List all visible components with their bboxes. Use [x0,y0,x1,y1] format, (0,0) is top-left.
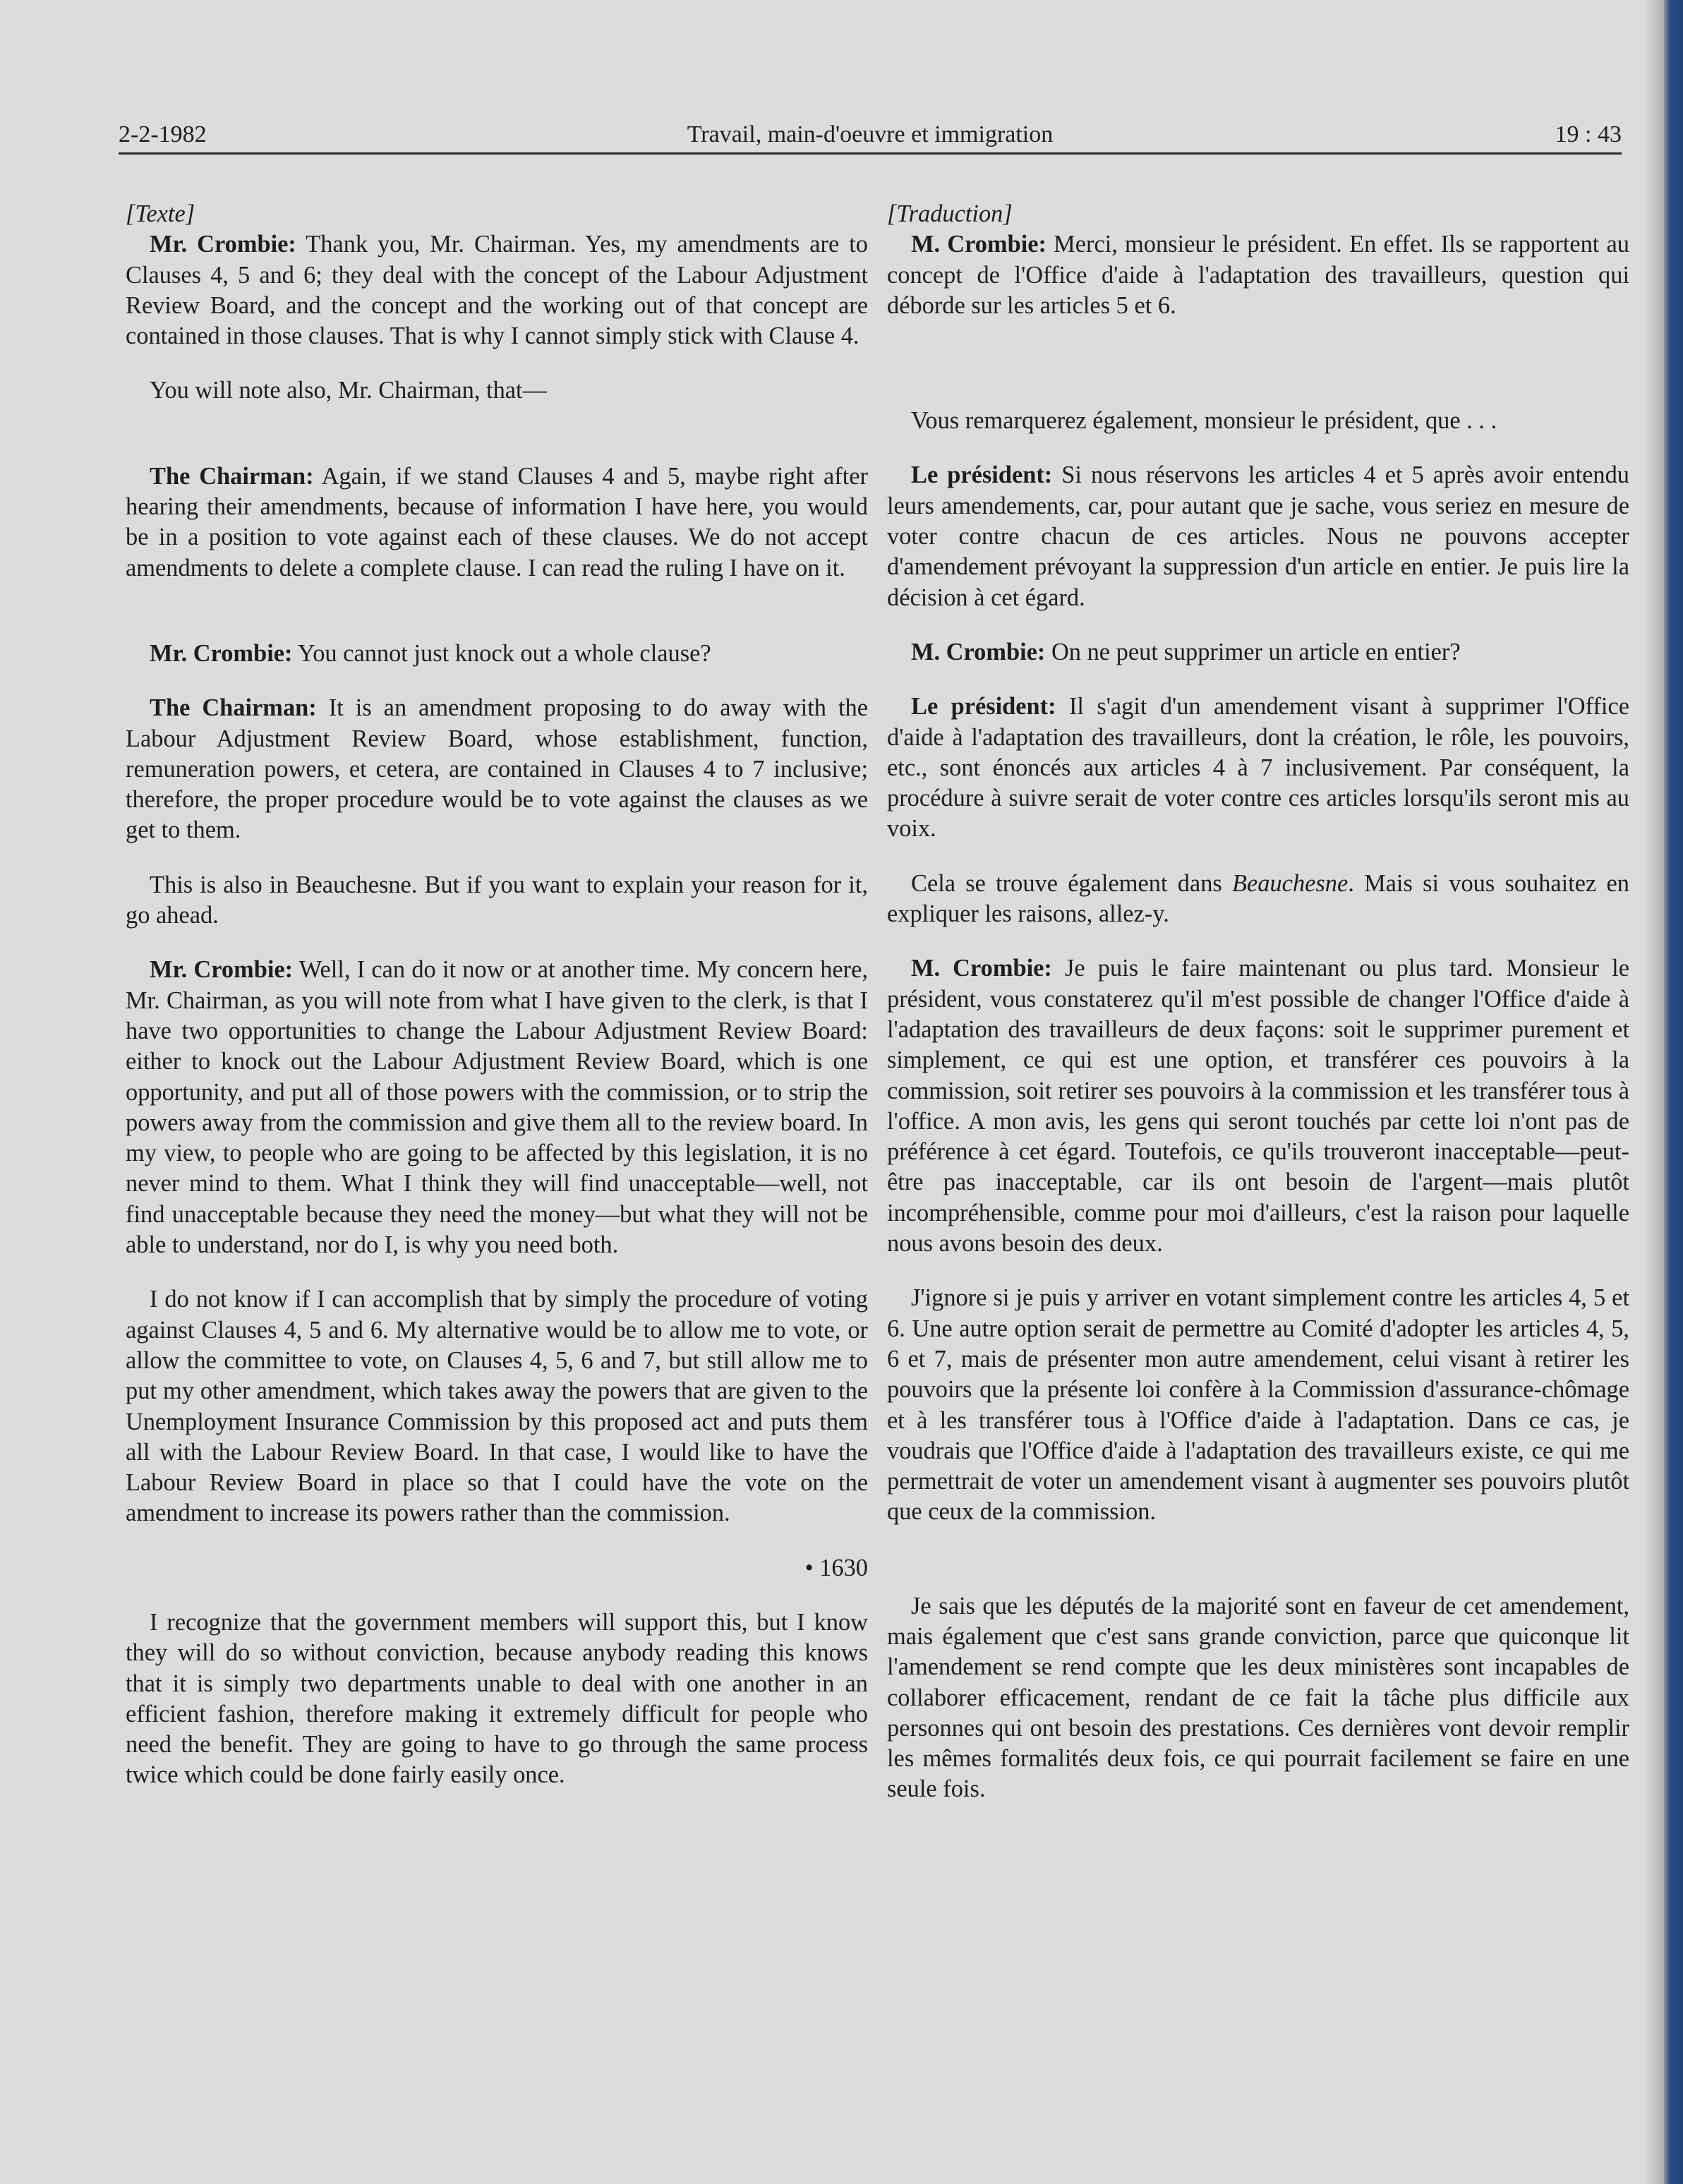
paragraph [887,692,1629,844]
column-tag-label: Texte [135,200,186,227]
speaker-name: Mr. Crombie: [150,639,293,667]
french-column [887,199,1629,1805]
paragraph [126,375,868,406]
paragraph-text: You cannot just knock out a whole clause? [292,639,711,667]
paragraph [887,460,1629,613]
speaker-name: M. Crombie: [911,955,1052,982]
speaker-name: Mr. Crombie: [150,231,296,258]
paragraph-text: Vous remarquerez également, monsieur le président, que . . . [911,407,1497,435]
paragraph [887,869,1629,930]
paragraph [887,637,1629,668]
paragraph-text: Il s'agit d'un amendement visant à supprimer l'Office d'aide à l'adaptation des travailleurs, dont la création, le rôle, les pouvoirs, etc., sont énoncés aux articles 4 à 7 inclusivement. Par conséquent, la procédure à suivre serait de voter contre ces articles lorsqu'ils seront mis au voix. [887,693,1629,843]
paragraph-text: Well, I can do it now or at another time. My concern here, Mr. Chairman, as you will note from what I have given to the clerk, is that I have two opportunities to change the Labour Adjustment Review Board: either to knock out the Labour Adjustment Review Board, which is one opportunity, and put all of those powers with the commission, or to strip the powers away from the commission and give them all to the review board. In my view, to people who are going to be affected by this legislation, it is no never mind to them. What I think they will find unacceptable—well, not find unacceptable because they need the money—but what they will not be able to understand, nor do I, is why you need both. [126,956,869,1259]
paragraph-text: On ne peut supprimer un article en entier? [1045,638,1461,665]
paragraph [887,406,1629,436]
speaker-name: The Chairman: [150,462,314,490]
paragraph [126,870,868,931]
column-tag-label: Traduction [896,200,1003,227]
speaker-name: Mr. Crombie: [150,956,294,984]
paragraph-text: Merci, monsieur le président. En effet. Ils se rapportent au concept de l'Office d'aide à l'adaptation des travailleurs, question qui déborde sur les articles 5 et 6. [887,231,1629,319]
paragraph [887,1591,1629,1805]
paragraph-text: Thank you, Mr. Chairman. Yes, my amendments are to Clauses 4, 5 and 6; they deal with the concept of the Labour Adjustment Review Board, and the concept and the working out of that concept are contained in those clauses. That is why I cannot simply stick with Clause 4. [126,231,868,350]
paragraph-text: It is an amendment proposing to do away with the Labour Adjustment Review Board, whose establishment, function, remuneration powers, et cetera, are contained in Clauses 4 to 7 inclusive; therefore, the proper procedure would be to vote against the clauses as we get to them. [126,694,869,844]
page-edge-shadow [1644,0,1664,2184]
paragraph [887,953,1629,1259]
speaker-name: M. Crombie: [911,638,1046,665]
paragraph-text: J'ignore si je puis y arriver en votant simplement contre les articles 4, 5 et 6. Une autre option serait de permettre au Comité d'adopter les articles 4, 5, 6 et 7, mais de présenter mon autre amendement, celui visant à retirer les pouvoirs que la présente loi confère à la Commission d'assurance-chômage et à les transférer tous à l'Office d'aide à l'adaptation. Dans ce cas, je voudrais que l'Office d'aide à l'adaptation des travailleurs existe, ce qui me permettrait de voter un amendement visant à augmenter ses pouvoirs plutôt que ceux de la commission. [887,1284,1629,1526]
header-title: Travail, main-d'oeuvre et immigration [687,121,1054,147]
paragraph [126,229,868,351]
paragraph-text: You will note also, Mr. Chairman, that— [150,377,547,404]
paragraph [126,693,868,845]
column-tag: [Traduction] [887,200,1013,227]
speaker-name: Le président: [911,461,1053,489]
speaker-name: M. Crombie: [911,231,1046,258]
speaker-name: Le président: [911,693,1056,720]
header-date: 2-2-1982 [119,121,207,147]
paragraph-text: Si nous réservons les articles 4 et 5 après avoir entendu leurs amendements, car, pour autant que je sache, vous seriez en mesure de voter contre chacun de ces articles. Nous ne pouvons accepter d'amendement prévoyant la suppression d'un article en entier. Je puis lire la décision à cet égard. [887,461,1629,611]
paragraph [126,955,868,1260]
speaker-name: The Chairman: [150,694,317,722]
binder-edge [1664,0,1683,2184]
paragraph-text: Cela se trouve également dans [911,869,1233,897]
paragraph [126,1607,868,1791]
paragraph [887,1283,1629,1527]
italic-reference: Beauchesne [1232,869,1349,897]
paragraph-text: This is also in Beauchesne. But if you want to explain your reason for it, go ahead. [126,871,868,929]
paragraph [126,639,868,669]
header-page-number: 19 : 43 [1555,121,1622,147]
paragraph [126,1284,868,1528]
paragraph [887,229,1629,321]
time-marker: • 1630 [804,1554,868,1581]
paragraph-text: I recognize that the government members will support this, but I know they will do so without conviction, because anybody reading this knows that it is simply two departments unable to deal with one another in an efficient fashion, therefore making it extremely difficult for people who need the benefit. They are going to have to go through the same process twice which could be done fairly easily once. [126,1608,868,1789]
header-rule [119,152,1622,155]
running-header [119,117,1622,154]
paragraph-text-tail: . Mais si vous souhaitez en expliquer les raisons, allez-y. [887,869,1629,928]
paragraph-text: I do not know if I can accomplish that by simply the procedure of voting against Clauses 4, 5 and 6. My alternative would be to allow me to vote, or allow the committee to vote, on Clauses 4, 5, 6 and 7, but still allow me to put my other amendment, which takes away the powers that are given to the Unemployment Insurance Commission by this proposed act and puts them all with the Labour Review Board. In that case, I would like to have the Labour Review Board in place so that I could have the vote on the amendment to increase its powers rather than the commission. [126,1286,868,1527]
english-column [126,199,868,1791]
paragraph-text: Je sais que les députés de la majorité sont en faveur de cet amendement, mais également que c'est sans grande conviction, parce que quiconque lit l'amendement se rend compte que les deux ministères sont incapables de collaborer efficacement, rendant de ce fait la tâche plus difficile aux personnes qui ont besoin des prestations. Ces dernières vont devoir remplir les mêmes formalités deux fois, ce qui pourrait facilement se faire en une seule fois. [887,1592,1629,1803]
column-tag: [Texte] [126,200,195,227]
paragraph-text: Again, if we stand Clauses 4 and 5, maybe right after hearing their amendments, because of information I have here, you would be in a position to vote against each of these clauses. We do not accept amendments to delete a complete clause. I can read the ruling I have on it. [126,462,868,581]
paragraph-text: Je puis le faire maintenant ou plus tard. Monsieur le président, vous constaterez qu'il m'est possible de changer l'Office d'aide à l'adaptation des travailleurs de deux façons: soit le supprimer purement et simplement, ce qui est une option, et transférer ces pouvoirs à la commission, soit retirer ses pouvoirs à la commission et les transférer tous à l'office. A mon avis, les gens qui seront touchés par cette loi n'ont pas de préférence à cet égard. Toutefois, ce qu'ils trouveront inacceptable—peut-être pas inacceptable, car ils ont besoin de l'argent—mais plutôt incompréhensible, comme pour moi d'ailleurs, c'est la raison pour laquelle nous avons besoin des deux. [887,955,1629,1257]
paragraph [126,461,868,584]
